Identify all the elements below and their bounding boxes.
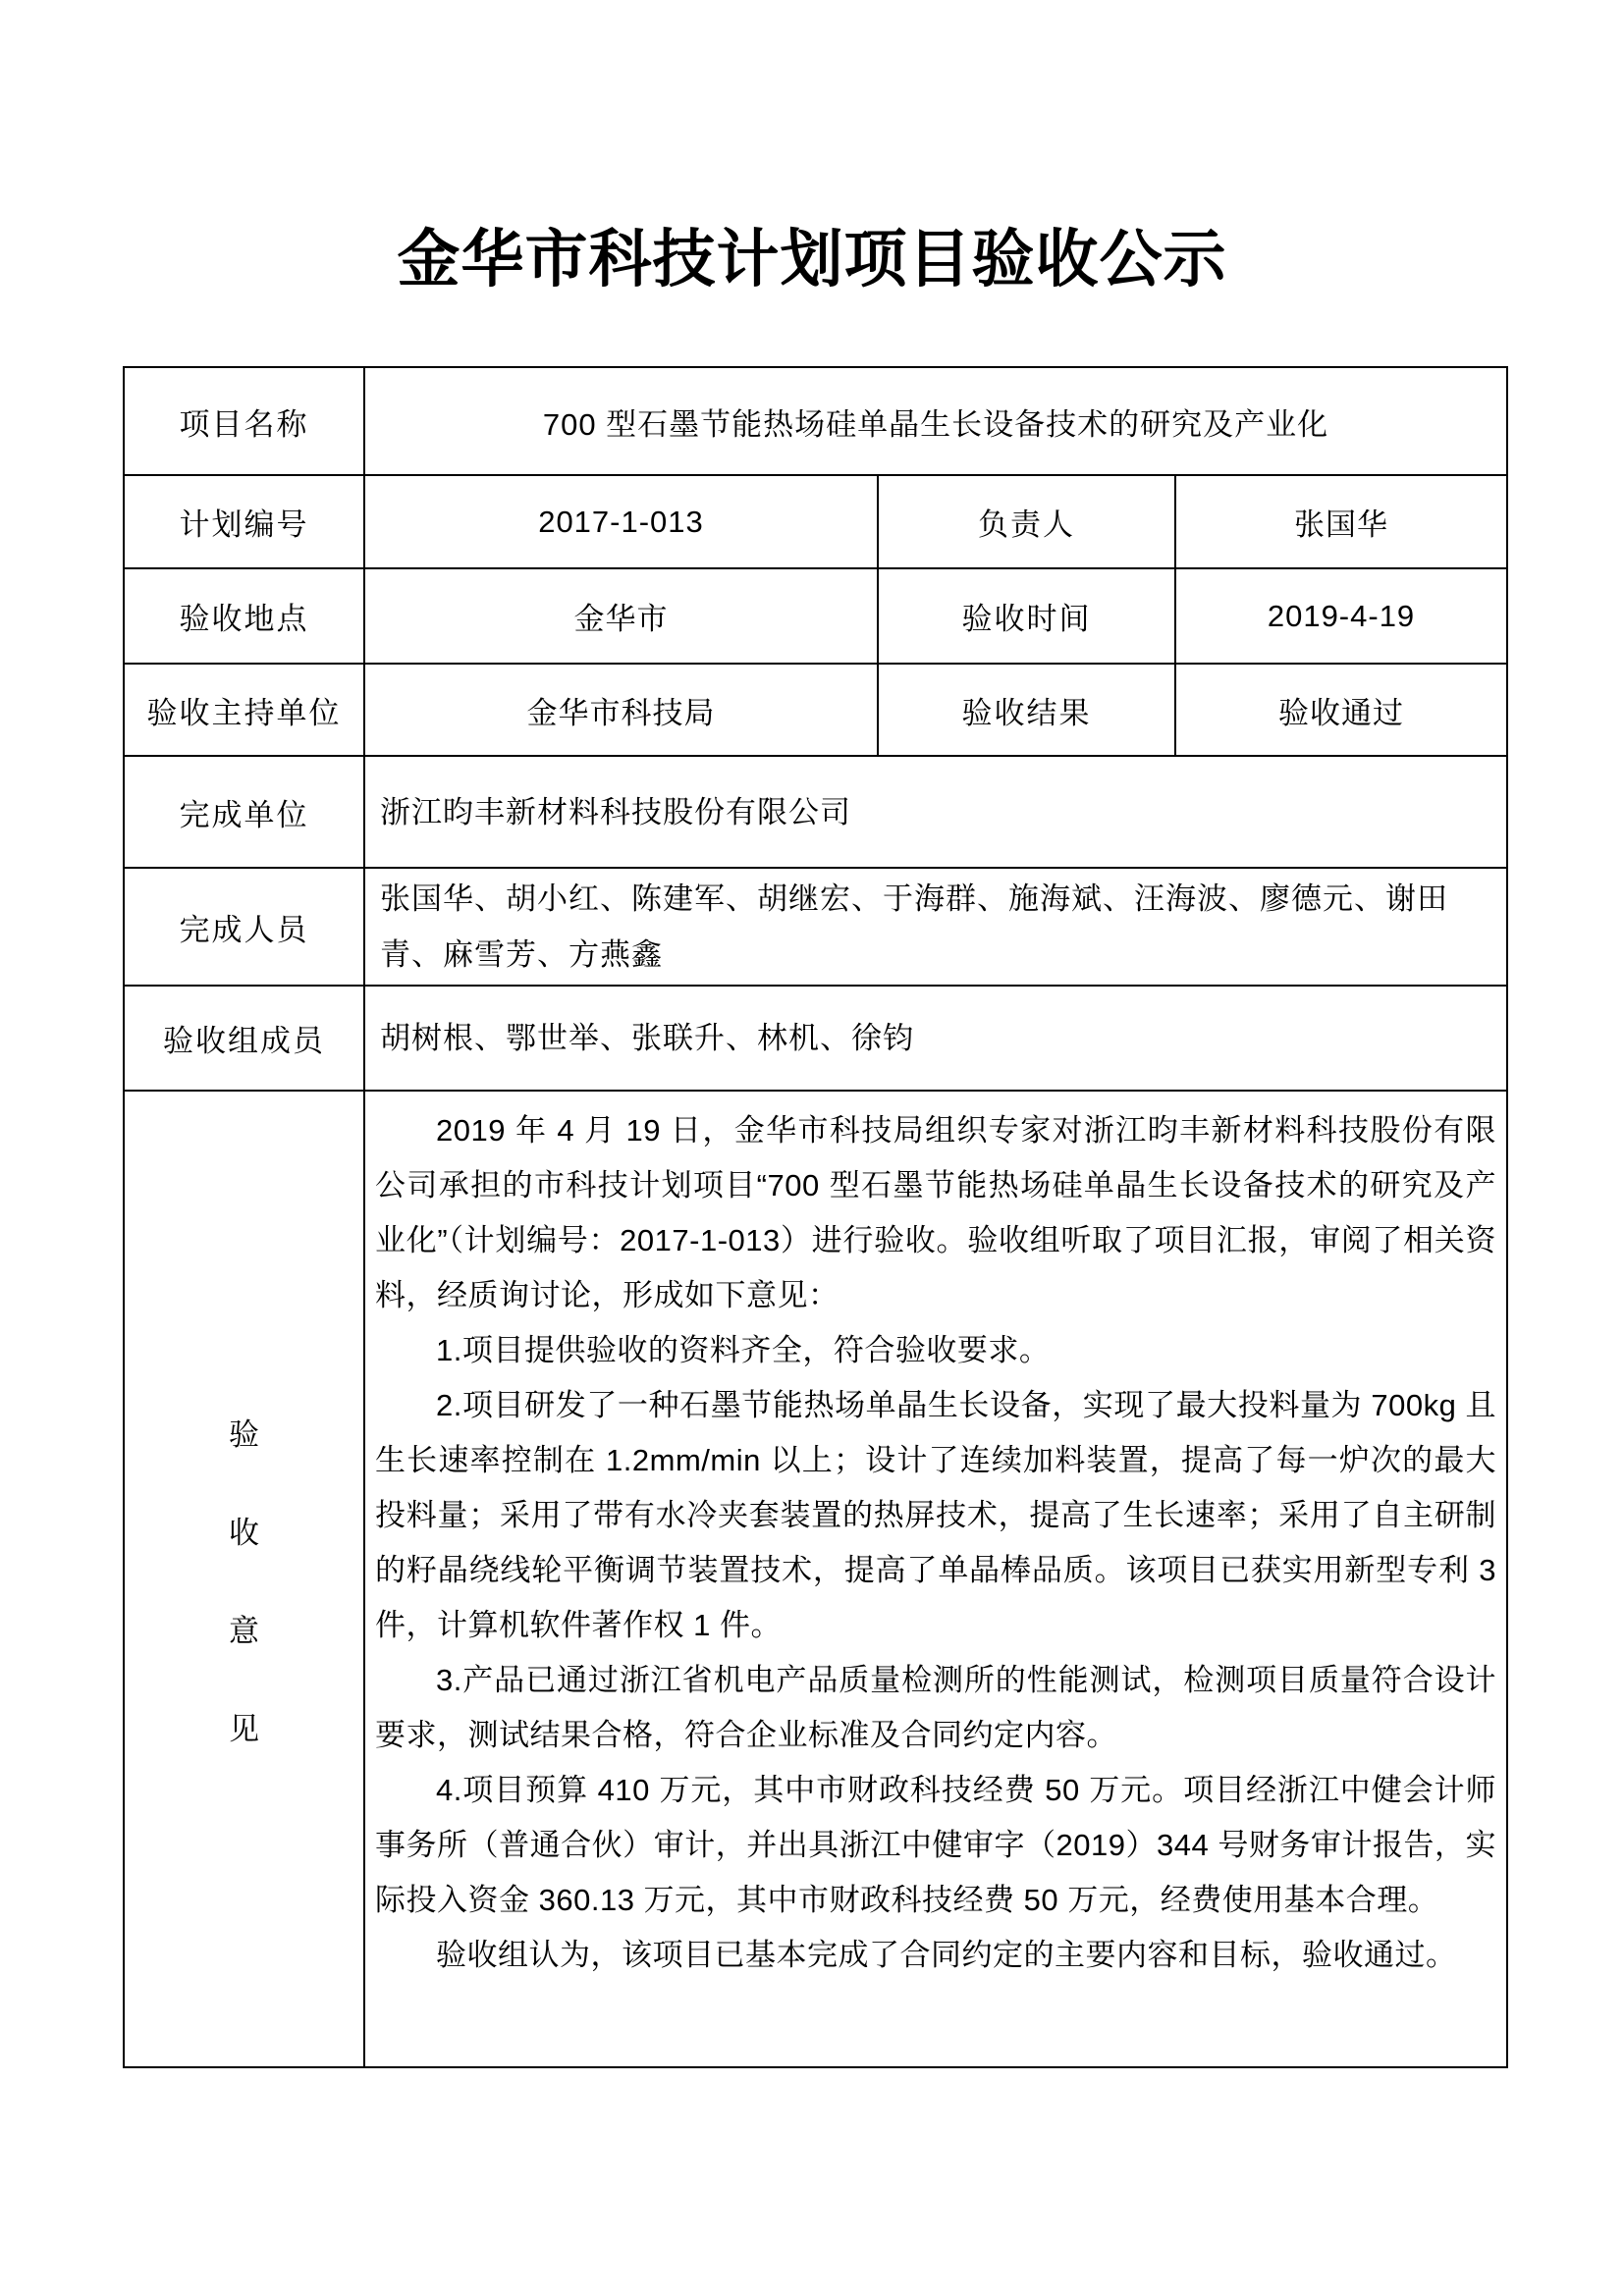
host-unit-label: 验收主持单位 xyxy=(124,664,364,756)
acceptance-table xyxy=(123,366,1508,2068)
row-completing-members xyxy=(124,868,1507,986)
project-name-label: 项目名称 xyxy=(124,367,364,475)
leader-value: 张国华 xyxy=(1175,475,1507,568)
row-acceptance-group xyxy=(124,986,1507,1091)
acceptance-opinion-label xyxy=(124,1091,364,2067)
opinion-label-char: 意 xyxy=(229,1614,259,1648)
leader-label: 负责人 xyxy=(878,475,1175,568)
row-host-unit xyxy=(124,664,1507,756)
completing-unit-value: 浙江昀丰新材料科技股份有限公司 xyxy=(364,756,1507,868)
row-project-name xyxy=(124,367,1507,475)
opinion-label-char: 见 xyxy=(229,1712,259,1746)
row-acceptance-opinion xyxy=(124,1091,1507,2067)
opinion-paragraph: 4.项目预算 410 万元，其中市财政科技经费 50 万元。项目经浙江中健会计师事务所（普通合伙）审计，并出具浙江中健审字（2019）344 号财务审计报告，实际投入资金 360.13 万元，其中市财政科技经费 50 万元，经费使用基本合理。 xyxy=(375,1773,1497,1917)
opinion-paragraph: 2019 年 4 月 19 日，金华市科技局组织专家对浙江昀丰新材料科技股份有限公司承担的市科技计划项目“700 型石墨节能热场硅单晶生长设备技术的研究及产业化”（计划编号：2017-1-013）进行验收。验收组听取了项目汇报，审阅了相关资料，经质询讨论，形成如下意见： xyxy=(375,1113,1497,1312)
opinion-text-block xyxy=(375,1103,1496,1983)
host-unit-value: 金华市科技局 xyxy=(364,664,878,756)
completing-unit-label: 完成单位 xyxy=(124,756,364,868)
opinion-paragraph: 2.项目研发了一种石墨节能热场单晶生长设备，实现了最大投料量为 700kg 且生长速率控制在 1.2mm/min 以上；设计了连续加料装置，提高了每一炉次的最大投料量；采用了带有水冷夹套装置的热屏技术，提高了生长速率；采用了自主研制的籽晶绕线轮平衡调节装置技术，提高了单晶棒品质。该项目已获实用新型专利 3 件，计算机软件著作权 1 件。 xyxy=(375,1388,1497,1642)
acceptance-group-label: 验收组成员 xyxy=(124,986,364,1091)
location-value: 金华市 xyxy=(364,568,878,664)
time-label: 验收时间 xyxy=(878,568,1175,664)
result-value: 验收通过 xyxy=(1175,664,1507,756)
row-completing-unit xyxy=(124,756,1507,868)
row-location xyxy=(124,568,1507,664)
opinion-paragraph: 1.项目提供验收的资料齐全，符合验收要求。 xyxy=(436,1333,1051,1367)
row-plan-number xyxy=(124,475,1507,568)
opinion-paragraph: 验收组认为，该项目已基本完成了合同约定的主要内容和目标，验收通过。 xyxy=(436,1938,1457,1972)
plan-number-value: 2017-1-013 xyxy=(364,475,878,568)
document-title: 金华市科技计划项目验收公示 xyxy=(397,225,1227,294)
acceptance-opinion-value xyxy=(364,1091,1507,2067)
plan-number-label: 计划编号 xyxy=(124,475,364,568)
result-label: 验收结果 xyxy=(878,664,1175,756)
completing-members-label: 完成人员 xyxy=(124,868,364,986)
project-name-value: 700 型石墨节能热场硅单晶生长设备技术的研究及产业化 xyxy=(364,367,1507,475)
location-label: 验收地点 xyxy=(124,568,364,664)
opinion-label-char: 收 xyxy=(229,1516,259,1550)
time-value: 2019-4-19 xyxy=(1175,568,1507,664)
opinion-label-char: 验 xyxy=(229,1417,259,1452)
opinion-label-stack xyxy=(125,1410,363,1748)
completing-members-value: 张国华、胡小红、陈建军、胡继宏、于海群、施海斌、汪海波、廖德元、谢田青、麻雪芳、方燕鑫 xyxy=(364,868,1507,986)
acceptance-group-value: 胡树根、鄂世举、张联升、林机、徐钧 xyxy=(364,986,1507,1091)
opinion-paragraph: 3.产品已通过浙江省机电产品质量检测所的性能测试，检测项目质量符合设计要求，测试结果合格，符合企业标准及合同约定内容。 xyxy=(375,1663,1497,1752)
